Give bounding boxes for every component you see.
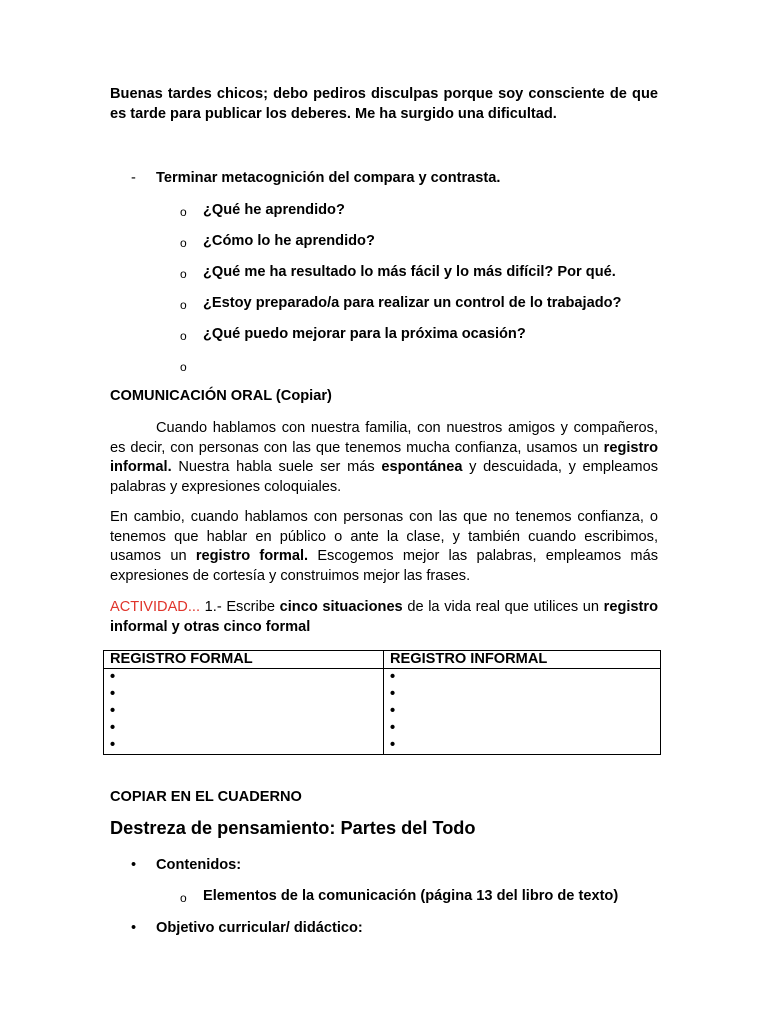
bold-term: registro informal. [110, 439, 658, 476]
bullet-icon [110, 703, 383, 720]
section-heading-comunicacion: COMUNICACIÓN ORAL (Copiar) [110, 388, 332, 404]
circle-bullet-icon: o [180, 298, 187, 312]
list-subitem-elementos: Elementos de la comunicación (página 13 del libro de texto) [203, 888, 619, 904]
bullet-icon: • [131, 857, 137, 873]
question-item: ¿Cómo lo he aprendido? [203, 233, 375, 249]
circle-bullet-icon: o [180, 360, 187, 374]
table-header-informal: REGISTRO INFORMAL [384, 651, 661, 669]
text-run: de la vida real que utilices un [402, 599, 604, 615]
list-item-objetivo: Objetivo curricular/ didáctico: [156, 920, 363, 936]
section-title-destreza: Destreza de pensamiento: Partes del Todo [110, 818, 476, 838]
circle-bullet-icon: o [180, 205, 187, 219]
list-item-contenidos: Contenidos: [156, 857, 242, 873]
bullet-icon [110, 720, 383, 737]
circle-bullet-icon: o [180, 329, 187, 343]
bullet-icon [110, 686, 383, 703]
text-run: En cambio, cuando hablamos con personas con las que no tenemos confianza, o tenemos que hablar en público o ante la clase, y también cuando escribimos, usamos un [110, 509, 658, 565]
task-title: Terminar metacognición del compara y contrasta. [156, 170, 501, 186]
table-cell-informal[interactable] [384, 669, 661, 755]
bullet-icon [390, 720, 660, 737]
bold-term: cinco situaciones [279, 599, 403, 615]
bullet-icon [390, 686, 660, 703]
circle-bullet-icon: o [180, 236, 187, 250]
bold-term: registro informal y otras cinco formal [110, 599, 659, 635]
text-run: Nuestra habla suele ser más [171, 459, 382, 476]
bullet-icon: • [131, 920, 137, 936]
bullet-icon [390, 737, 660, 754]
table-cell-formal[interactable] [104, 669, 384, 755]
table-header-row [104, 651, 661, 669]
circle-bullet-icon: o [180, 891, 187, 905]
question-item: ¿Qué puedo mejorar para la próxima ocasión? [203, 326, 526, 342]
dash-marker: - [131, 170, 136, 186]
section-heading-cuaderno: COPIAR EN EL CUADERNO [110, 789, 302, 805]
paragraph-informal [110, 419, 658, 497]
bold-term: registro formal. [195, 548, 309, 565]
activity-paragraph [110, 598, 658, 637]
question-item: ¿Qué me ha resultado lo más fácil y lo más difícil? Por qué. [203, 264, 616, 280]
intro-paragraph: Buenas tardes chicos; debo pediros disculpas porque soy consciente de que es tarde para publicar los deberes. Me ha surgido una dificultad. [110, 86, 658, 122]
activity-label: ACTIVIDAD... [110, 599, 201, 615]
circle-bullet-icon: o [180, 267, 187, 281]
text-run: 1.- Escribe [200, 599, 280, 615]
paragraph-formal [110, 508, 658, 586]
bullet-icon [390, 703, 660, 720]
question-item: ¿Estoy preparado/a para realizar un control de lo trabajado? [203, 295, 622, 311]
text-run: y descuidada, y empleamos palabras y expresiones coloquiales. [110, 459, 658, 495]
text-run: Cuando hablamos con nuestra familia, con nuestros amigos y compañeros, es decir, con personas con las que tenemos mucha confianza, usamos un [110, 420, 658, 456]
bullet-icon [110, 737, 383, 754]
bullet-icon [110, 669, 383, 686]
text-run: Escogemos mejor las palabras, empleamos más expresiones de cortesía y construimos mejor las frases. [110, 548, 658, 584]
bold-term: espontánea [381, 459, 463, 476]
register-table [103, 650, 661, 755]
table-header-formal: REGISTRO FORMAL [104, 651, 384, 669]
question-item: ¿Qué he aprendido? [203, 202, 345, 218]
bullet-icon [390, 669, 660, 686]
table-row [104, 669, 661, 755]
